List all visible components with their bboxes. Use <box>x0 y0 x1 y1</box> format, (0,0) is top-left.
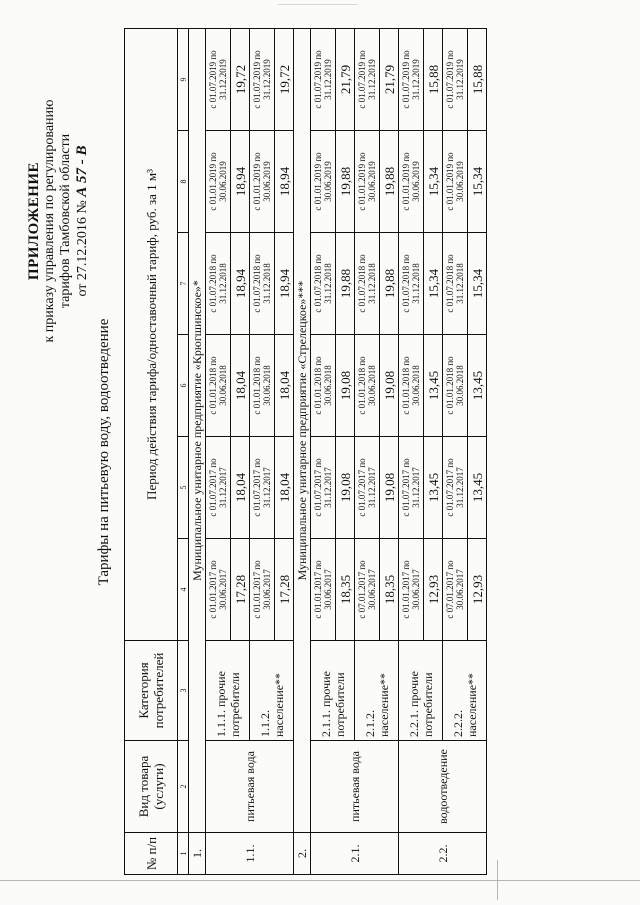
consumer-category: 2.1.2. население** <box>355 641 399 741</box>
tariff-period: с 01.01.2019 по 30.06.2019 <box>206 131 231 233</box>
column-number: 5 <box>178 437 189 539</box>
tariff-value: 19,88 <box>336 131 355 233</box>
tariff-value: 18,04 <box>231 437 250 539</box>
header-kind: Вид товара (услуги) <box>125 741 178 833</box>
appendix-date: от 27.12.2016 № <box>75 200 90 297</box>
column-number: 9 <box>178 28 189 130</box>
tariff-value: 12,93 <box>468 539 487 641</box>
item-number: 2.2. <box>399 833 487 875</box>
column-number: 2 <box>178 741 189 833</box>
table-row-periods <box>399 28 424 874</box>
tariff-period: с 07.01.2017 по 30.06.2017 <box>355 539 380 641</box>
product-kind: питьевая вода <box>311 741 399 833</box>
tariff-period: с 01.07.2017 по 31.12.2017 <box>399 437 424 539</box>
appendix-title: ПРИЛОЖЕНИЕ <box>26 161 42 281</box>
tariff-period: с 01.07.2017 по 31.12.2017 <box>311 437 336 539</box>
tariff-value: 19,08 <box>380 335 399 437</box>
tariff-period: с 01.07.2019 по 31.12.2019 <box>443 28 468 130</box>
tariff-value: 18,94 <box>231 233 250 335</box>
product-kind: питьевая вода <box>206 741 294 833</box>
tariff-value: 19,88 <box>336 233 355 335</box>
tariff-period: с 01.07.2018 по 31.12.2018 <box>206 233 231 335</box>
tariff-value: 18,04 <box>231 335 250 437</box>
column-number: 1 <box>178 833 189 875</box>
item-number: 2.1. <box>311 833 399 875</box>
tariff-value: 19,72 <box>231 28 250 130</box>
tariff-value: 15,34 <box>424 233 443 335</box>
column-number: 3 <box>178 641 189 741</box>
appendix-line-3 <box>74 41 91 401</box>
tariff-period: с 01.07.2017 по 31.12.2017 <box>250 437 275 539</box>
tariff-value: 15,88 <box>424 28 443 130</box>
tariff-value: 13,45 <box>468 335 487 437</box>
consumer-category: 2.2.1. прочие потребители <box>399 641 443 741</box>
tariff-period: с 01.07.2019 по 31.12.2019 <box>399 28 424 130</box>
tariff-value: 13,45 <box>424 437 443 539</box>
organization-name: Муниципальное унитарное предприятие «Крюгшинское»* <box>189 28 206 832</box>
column-number: 6 <box>178 335 189 437</box>
tariff-period: с 01.07.2018 по 31.12.2018 <box>250 233 275 335</box>
tariff-period: с 01.07.2017 по 31.12.2017 <box>206 437 231 539</box>
tariff-period: с 01.07.2018 по 31.12.2018 <box>399 233 424 335</box>
tariff-period: с 01.01.2017 по 30.06.2017 <box>399 539 424 641</box>
product-kind: водоотведение <box>399 741 487 833</box>
tariff-period: с 01.07.2018 по 31.12.2018 <box>311 233 336 335</box>
tariff-value: 15,88 <box>468 28 487 130</box>
tariff-value: 21,79 <box>336 28 355 130</box>
tariff-period: с 01.01.2017 по 30.06.2017 <box>250 539 275 641</box>
appendix-line-1: к приказу управления по регулированию <box>42 99 57 343</box>
scan-artifact-line <box>278 4 358 5</box>
organization-name: Муниципальное унитарное предприятие «Стрелецкое»*** <box>294 28 311 832</box>
document-title: Тарифы на питьевую воду, водоотведение <box>96 318 112 586</box>
tariff-value: 18,35 <box>336 539 355 641</box>
tariff-period: с 01.01.2017 по 30.06.2017 <box>206 539 231 641</box>
tariff-period: с 01.01.2018 по 30.06.2018 <box>250 335 275 437</box>
tariff-period: с 01.07.2017 по 31.12.2017 <box>355 437 380 539</box>
tariff-value: 13,45 <box>424 335 443 437</box>
column-number: 4 <box>178 539 189 641</box>
section-row <box>189 28 206 874</box>
rotated-document-page <box>20 17 620 887</box>
tariff-value: 19,72 <box>275 28 294 130</box>
section-number: 1. <box>189 833 206 875</box>
column-number: 8 <box>178 131 189 233</box>
tariff-value: 18,94 <box>275 233 294 335</box>
tariff-period: с 01.07.2019 по 31.12.2019 <box>206 28 231 130</box>
tariff-period: с 01.01.2019 по 30.06.2019 <box>399 131 424 233</box>
tariff-period: с 01.07.2018 по 31.12.2018 <box>355 233 380 335</box>
consumer-category: 1.1.2. население** <box>250 641 294 741</box>
header-period: Период действия тарифа/одноставочный тариф, руб. за 1 м³ <box>125 28 178 640</box>
tariff-period: с 01.01.2019 по 30.06.2019 <box>250 131 275 233</box>
column-number: 7 <box>178 233 189 335</box>
tariff-value: 12,93 <box>424 539 443 641</box>
tariff-value: 15,34 <box>424 131 443 233</box>
consumer-category: 1.1.1. прочие потребители <box>206 641 250 741</box>
tariff-value: 15,34 <box>468 131 487 233</box>
table-body <box>189 28 487 874</box>
tariff-value: 19,08 <box>336 335 355 437</box>
tariff-period: с 01.01.2018 по 30.06.2018 <box>311 335 336 437</box>
tariff-value: 17,28 <box>231 539 250 641</box>
tariff-period: с 01.01.2019 по 30.06.2019 <box>443 131 468 233</box>
section-row <box>294 28 311 874</box>
tariff-value: 19,08 <box>380 437 399 539</box>
appendix-block <box>26 41 91 401</box>
tariff-period: с 01.07.2018 по 31.12.2018 <box>443 233 468 335</box>
tariff-value: 21,79 <box>380 28 399 130</box>
tariff-value: 18,94 <box>275 131 294 233</box>
section-number: 2. <box>294 833 311 875</box>
tariff-value: 13,45 <box>468 437 487 539</box>
tariff-value: 19,08 <box>336 437 355 539</box>
header-category: Категория потребителей <box>125 641 178 741</box>
table-row-periods <box>311 28 336 874</box>
tariff-period: с 01.01.2019 по 30.06.2019 <box>311 131 336 233</box>
appendix-line-2: тарифов Тамбовской области <box>58 133 73 309</box>
header-num: № п/п <box>125 833 178 875</box>
document-heading <box>20 17 120 887</box>
tariff-period: с 01.07.2019 по 31.12.2019 <box>250 28 275 130</box>
table-header-row <box>125 28 178 874</box>
tariff-period: с 07.01.2017 по 30.06.2017 <box>443 539 468 641</box>
tariff-period: с 01.01.2018 по 30.06.2018 <box>399 335 424 437</box>
tariff-value: 19,88 <box>380 233 399 335</box>
tariff-value: 18,04 <box>275 437 294 539</box>
tariff-period: с 01.01.2018 по 30.06.2018 <box>206 335 231 437</box>
tariff-value: 19,88 <box>380 131 399 233</box>
item-number: 1.1. <box>206 833 294 875</box>
tariff-value: 17,28 <box>275 539 294 641</box>
tariff-period: с 01.01.2018 по 30.06.2018 <box>355 335 380 437</box>
table-row-periods <box>206 28 231 874</box>
tariff-period: с 01.07.2019 по 31.12.2019 <box>311 28 336 130</box>
tariff-period: с 01.01.2019 по 30.06.2019 <box>355 131 380 233</box>
consumer-category: 2.1.1. прочие потребители <box>311 641 355 741</box>
tariff-value: 15,34 <box>468 233 487 335</box>
tariff-value: 18,04 <box>275 335 294 437</box>
handwritten-order-number: А 57 - В <box>74 145 90 197</box>
tariff-value: 18,94 <box>231 131 250 233</box>
column-number-row <box>178 28 189 874</box>
tariff-period: с 01.01.2018 по 30.06.2018 <box>443 335 468 437</box>
tariff-table <box>124 28 487 875</box>
tariff-value: 18,35 <box>380 539 399 641</box>
tariff-period: с 01.07.2019 по 31.12.2019 <box>355 28 380 130</box>
consumer-category: 2.2.2. население** <box>443 641 487 741</box>
tariff-period: с 01.01.2017 по 30.06.2017 <box>311 539 336 641</box>
tariff-period: с 01.07.2017 по 31.12.2017 <box>443 437 468 539</box>
